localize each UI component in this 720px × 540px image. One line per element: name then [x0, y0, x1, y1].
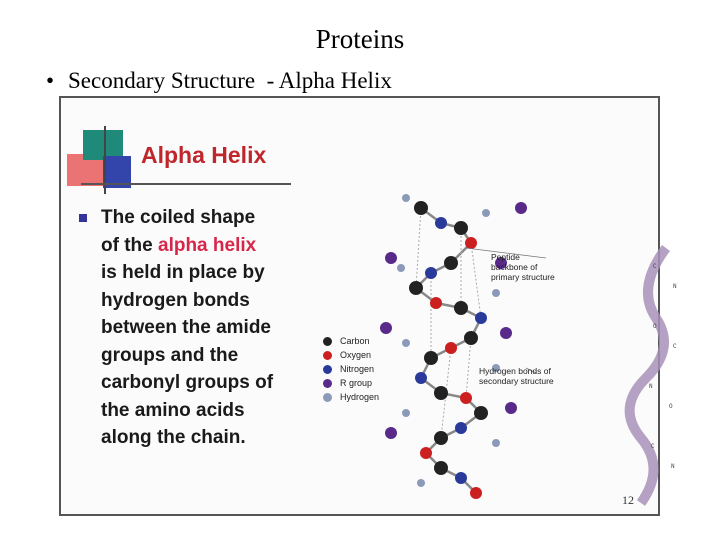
paragraph-line: carbonyl groups of: [101, 372, 274, 393]
paragraph-line: is held in place by: [101, 262, 265, 283]
svg-text:N: N: [673, 283, 677, 290]
slide-bullet-text: Secondary Structure - Alpha Helix: [68, 68, 392, 93]
legend-item-carbon: Carbon: [323, 334, 379, 348]
highlight-alpha-helix: alpha helix: [158, 234, 257, 256]
annotation-hydrogen-bonds: Hydrogen bonds of secondary structure: [479, 366, 554, 386]
atom-legend: [323, 334, 379, 404]
annotation-peptide-backbone: Peptide backbone of primary structure: [491, 252, 555, 282]
oxygen-dot-icon: [323, 351, 332, 360]
legend-item-hydrogen: Hydrogen: [323, 390, 379, 404]
paragraph-line: groups and the: [101, 344, 239, 366]
bullet-marker: •: [46, 68, 55, 93]
slide-title: Proteins: [315, 24, 405, 54]
paragraph-line: along the chain.: [101, 427, 246, 448]
svg-text:O: O: [669, 403, 673, 410]
paragraph-line: between the amide: [101, 317, 271, 338]
legend-item-oxygen: Oxygen: [323, 348, 379, 362]
paragraph-line: The coiled shape: [101, 207, 256, 228]
legend-item-r-group: R group: [323, 376, 379, 390]
paragraph-line: hydrogen bonds: [101, 289, 250, 311]
carbon-dot-icon: [323, 337, 332, 346]
page-number: 12: [622, 493, 634, 507]
svg-text:C: C: [673, 343, 677, 350]
svg-text:N: N: [671, 463, 675, 470]
slide-bullet: [46, 68, 392, 94]
r-group-dot-icon: [323, 379, 332, 388]
svg-text:N: N: [649, 383, 653, 390]
embedded-heading: Alpha Helix: [141, 142, 267, 168]
embedded-paragraph: [101, 204, 321, 452]
nitrogen-dot-icon: [323, 365, 332, 374]
svg-text:C: C: [653, 263, 657, 270]
svg-text:O: O: [653, 323, 657, 330]
svg-text:C: C: [651, 443, 655, 450]
paragraph-line: the amino acids: [101, 399, 245, 421]
paragraph-line-2: of the alpha helix: [101, 234, 257, 256]
hydrogen-dot-icon: [323, 393, 332, 402]
embedded-slide-image: [59, 96, 677, 516]
legend-item-nitrogen: Nitrogen: [323, 362, 379, 376]
paragraph-bullet-icon: [79, 214, 87, 222]
